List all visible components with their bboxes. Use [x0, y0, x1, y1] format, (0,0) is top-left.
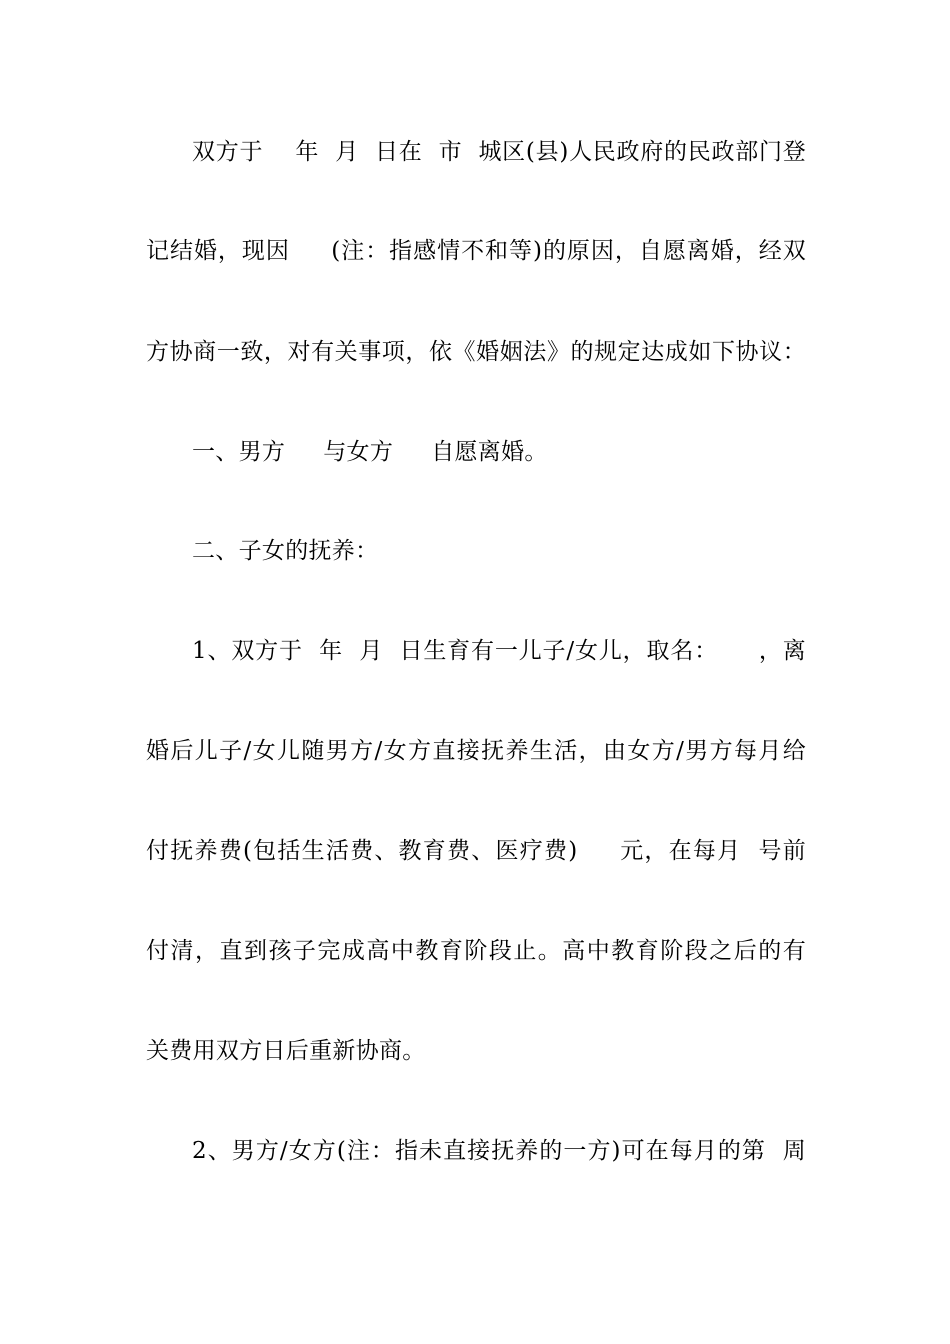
- clause-2-2-line-1: 2、男方/女方(注：指未直接抚养的一方)可在每月的第 周: [192, 1138, 806, 1164]
- paragraph-intro-line-3: 方协商一致，对有关事项，依《婚姻法》的规定达成如下协议：: [146, 339, 806, 365]
- paragraph-intro-line-1: 双方于 年 月 日在 市 城区(县)人民政府的民政部门登: [192, 139, 806, 165]
- clause-2-1-line-1: 1、双方于 年 月 日生育有一儿子/女儿，取名： ，离: [192, 638, 806, 664]
- clause-2-1-line-4: 付清，直到孩子完成高中教育阶段止。高中教育阶段之后的有: [146, 938, 806, 964]
- paragraph-intro-line-2: 记结婚，现因 (注：指感情不和等)的原因，自愿离婚，经双: [146, 238, 806, 264]
- clause-2-1-line-5: 关费用双方日后重新协商。: [146, 1038, 426, 1064]
- clause-1-divorce: 一、男方 与女方 自愿离婚。: [192, 439, 548, 465]
- clause-2-1-line-3: 付抚养费(包括生活费、教育费、医疗费) 元，在每月 号前: [146, 838, 806, 864]
- section-heading-child-custody: 二、子女的抚养：: [192, 538, 379, 564]
- clause-2-1-line-2: 婚后儿子/女儿随男方/女方直接抚养生活，由女方/男方每月给: [146, 738, 806, 764]
